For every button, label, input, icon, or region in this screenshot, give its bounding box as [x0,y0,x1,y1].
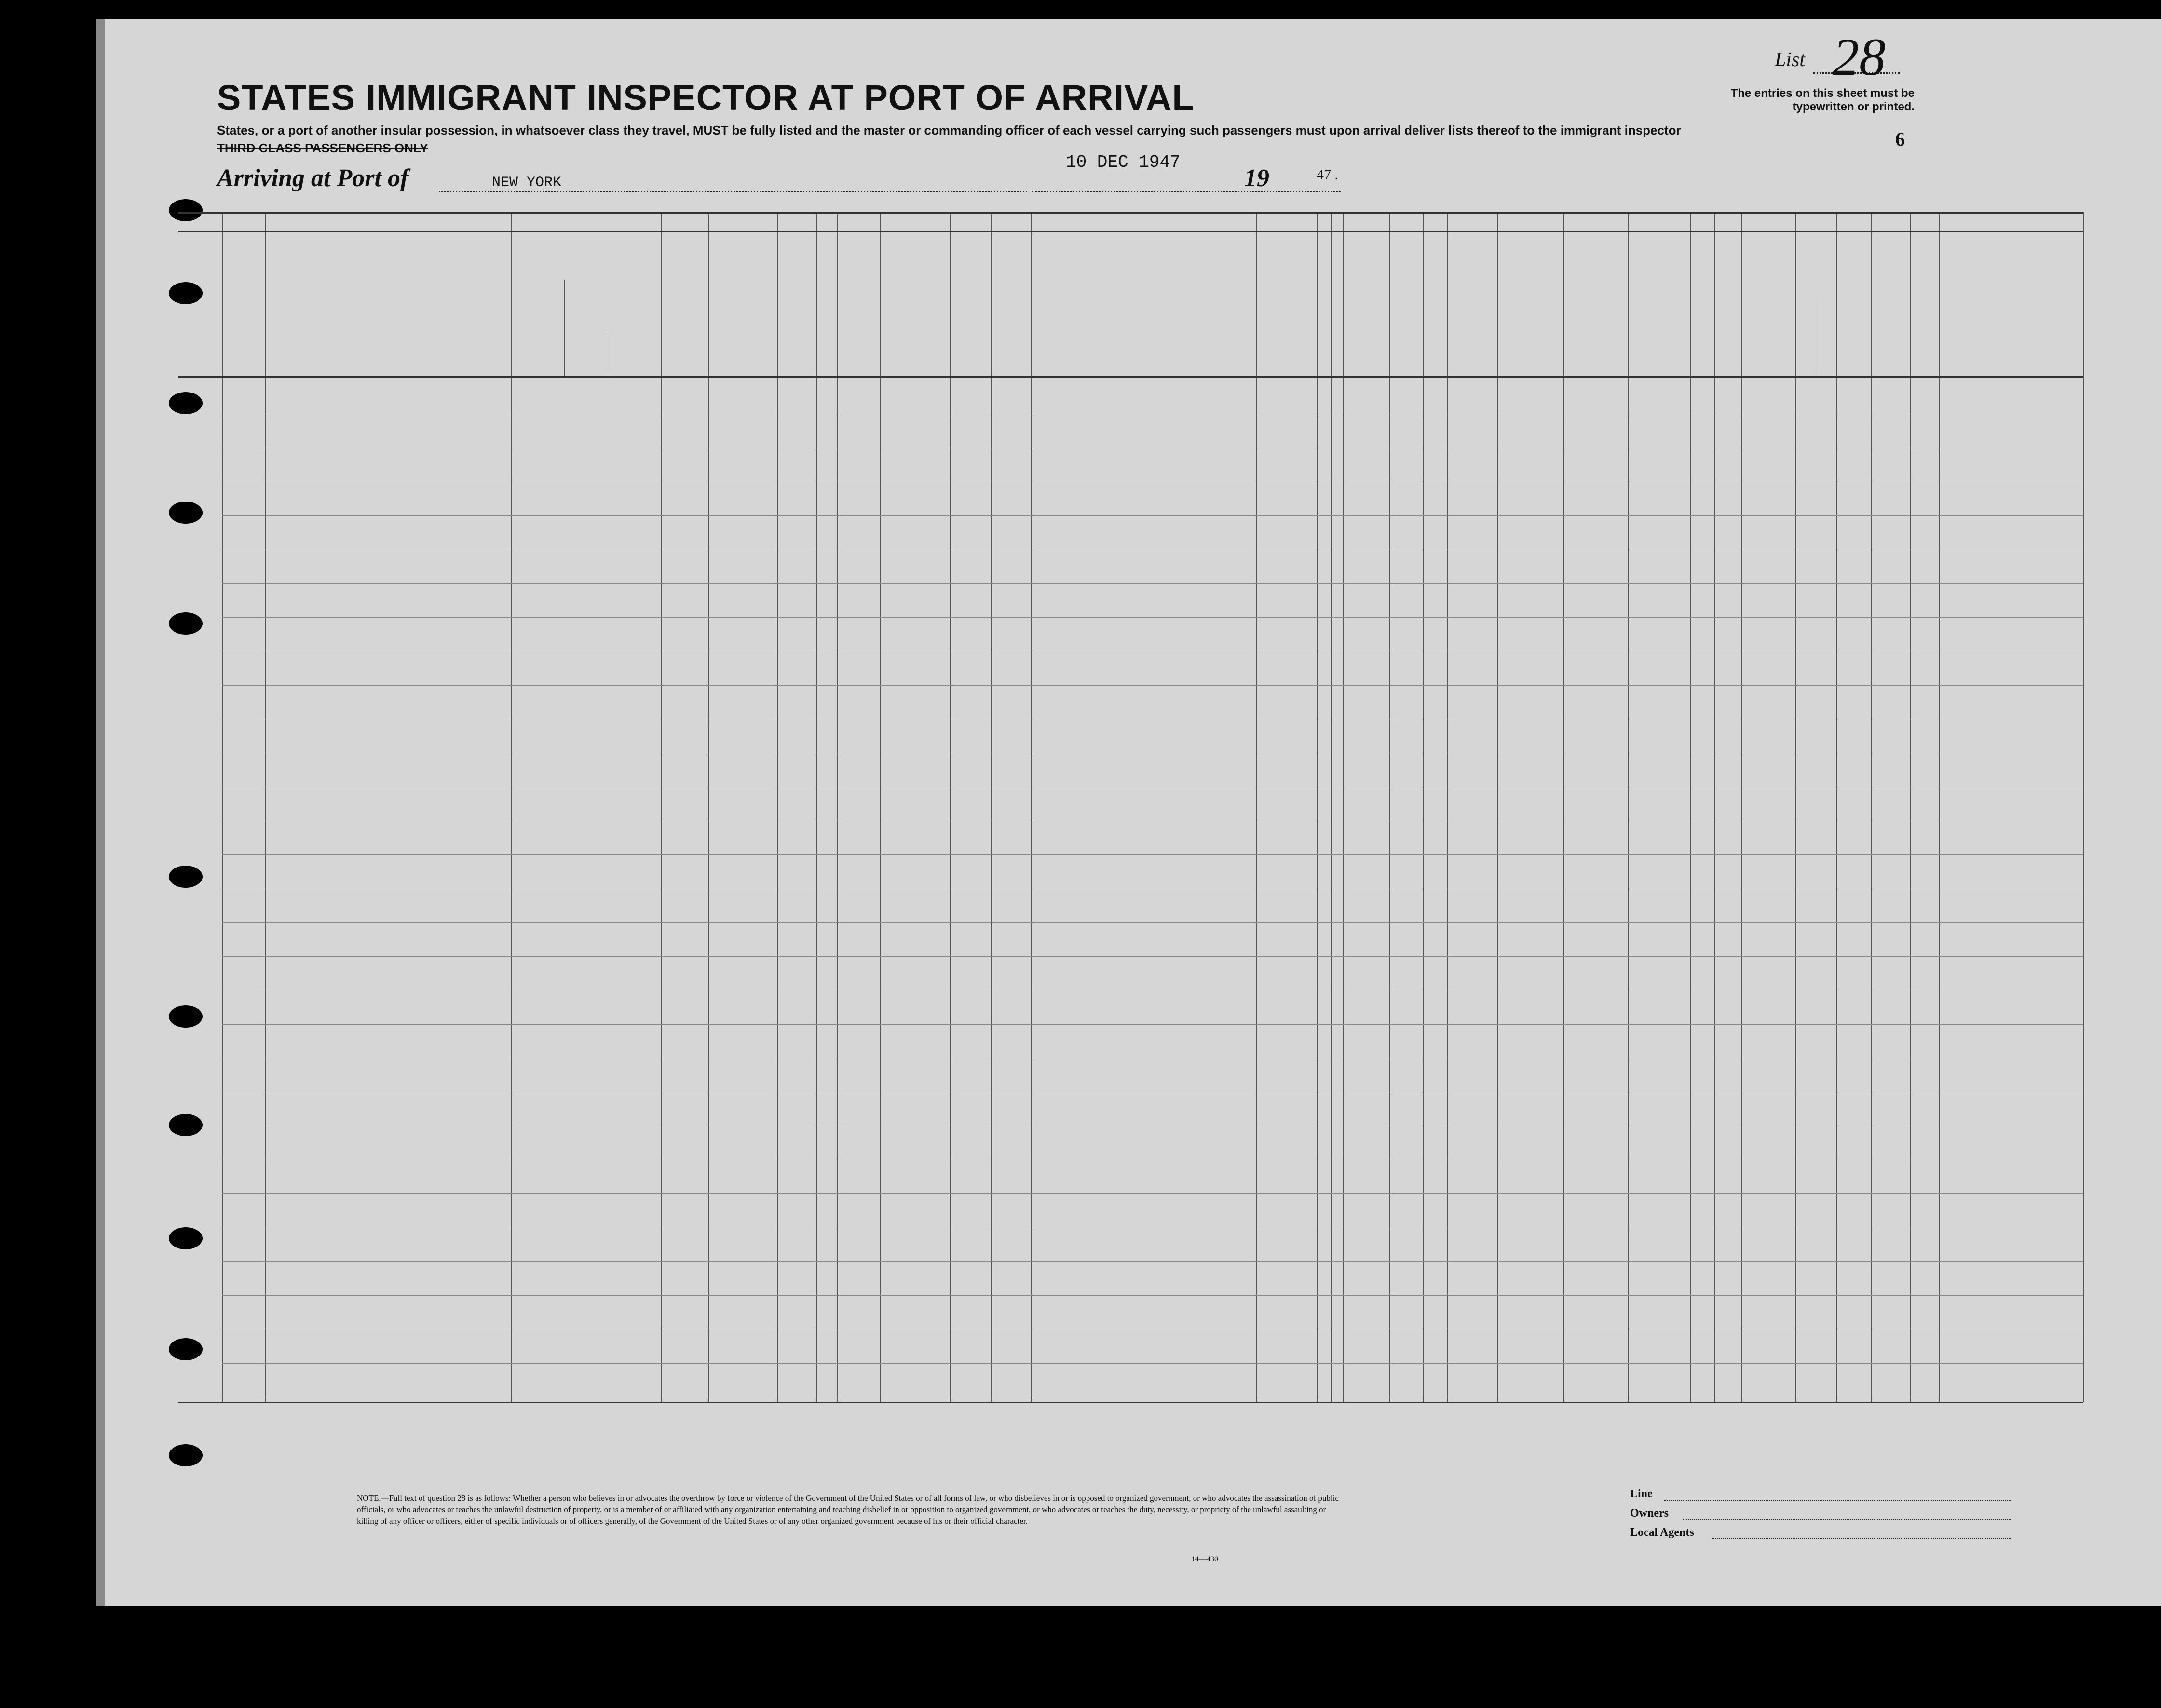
header-c29 [1577,241,1616,371]
binder-hole [169,1005,203,1028]
row-rule [222,685,2083,686]
column-rule [1447,212,1448,1402]
list-number: 28 [1833,27,1886,86]
column-rule [1343,212,1344,1402]
column-rule [1331,212,1332,1402]
header-c20_title [711,287,774,321]
year-value: 47 . [1317,167,1338,183]
column-rule [1423,212,1424,1402]
column-rule [1256,212,1257,1402]
header-c22_date [950,323,991,362]
list-label: List [1775,49,1806,71]
port-field-line [439,191,1027,192]
row-rule [222,1193,2083,1194]
column-rule [1317,212,1318,1402]
page-subtitle: States, or a port of another insular possession, in whatsoever class they travel, MUST be fully listed and the master or commanding officer of each vessel carrying such passengers must upon arrival deliver lists thereof to the immigrant inspector [217,123,1681,137]
row-rule [222,583,2083,584]
header-c18_foreign [514,304,559,366]
header-c22_ifyes [878,287,984,298]
binder-hole [169,1338,203,1360]
line-label: Line [1630,1488,1653,1500]
column-rule [1031,212,1032,1402]
header-c27a [1449,241,1471,371]
header-c30 [1630,241,1649,371]
header-c20_sub [711,323,774,376]
row-rule [222,1295,2083,1296]
header-c36_eyes [1910,340,1939,354]
column-rule [880,212,881,1402]
column-rule [1939,212,1940,1402]
header-c34_inches [1821,309,1835,366]
column-rule [1714,212,1715,1402]
row-rule [222,515,2083,516]
page-title: STATES IMMIGRANT INSPECTOR AT PORT OF ARRIVAL [217,78,1195,118]
header-c37 [1940,299,2083,318]
local-agents-label: Local Agents [1630,1526,1694,1539]
column-rule [1690,212,1691,1402]
header-c22_title [815,251,984,274]
form-number: 14—430 [1191,1555,1218,1563]
binder-hole [169,1114,203,1136]
column-rule [816,212,817,1402]
header-c34_feet [1801,309,1816,366]
header-number-rule [178,231,2083,232]
binder-hole [169,282,203,304]
header-c24_title [1259,251,1379,274]
port-value: NEW YORK [492,175,562,191]
row-rule [222,1363,2083,1364]
binder-hole [169,1444,203,1466]
row-rule [222,922,2083,923]
binder-hole [169,502,203,524]
binder-hole [169,612,203,635]
header-c18_sub [516,268,656,277]
header-c36_hair [1871,340,1910,354]
row-rule [222,956,2083,957]
header-c22_year [838,323,879,357]
header-c17 [270,297,506,364]
column-rule [2083,212,2084,1402]
header-c32 [1690,289,1743,338]
line-field [1664,1500,2011,1501]
header-c22_where [880,338,945,352]
row-rule [222,1024,2083,1025]
owners-label: Owners [1630,1507,1669,1519]
header-c23 [993,294,1220,347]
row-rule [222,1261,2083,1262]
column-rule [1497,212,1498,1402]
header-c26 [1425,241,1444,371]
header-c27b [1473,241,1495,371]
page-number: 6 [1895,128,1905,150]
date-field-line [1032,191,1341,192]
header-bottom-rule [178,376,2083,378]
column-rule [511,212,512,1402]
local-agents-field [1712,1538,2011,1539]
header-c28 [1519,241,1558,371]
column-rule [1871,212,1872,1402]
binder-hole [169,866,203,888]
column-rule [708,212,709,1402]
header-c22_yesno [817,318,836,347]
header-c18_city [608,338,661,352]
header-c19 [668,241,702,371]
binder-hole [169,199,203,221]
header-c34 [1796,280,1837,294]
column-rule [1628,212,1629,1402]
struck-class-label: THIRD CLASS PASSENGERS ONLY [217,141,428,155]
column-rule [1389,212,1390,1402]
manifest-sheet [96,19,2161,1606]
column-rule [777,212,778,1402]
footer-note: NOTE.—Full text of question 28 is as follows: Whether a person who believes in or advocates the overthrow by force or violence of the Government of the United States or of all forms of law, or who disbelieves in or is opposed to organized government, or who advocates the assassination of public officials, or who advocates or teaches the unlawful destruction of property, or is a member of or affiliated with any organization entertaining and teaching disbelief in or opposition to organized government, or who advocates or teaches the duty, necessity, or propriety of the unlawful assaulting or killing of any officer or officers, either of specific individuals or of officers generally, of the Government of the United States or of any other organized government because of his or their official character. [357,1493,1339,1526]
header-c35 [1836,304,1871,338]
binder-hole [169,392,203,414]
entries-note: The entries on this sheet must be typewritten or printed. [1730,87,1915,113]
header-c24_a [1324,277,1353,371]
table-bottom-rule [178,1402,2083,1403]
header-c31 [1652,241,1671,371]
column-rule [991,212,992,1402]
header-c25 [1394,241,1420,371]
column-rule [1836,212,1837,1402]
column-rule [222,212,223,1402]
header-c21 [781,241,810,371]
header-c33 [1746,289,1799,347]
row-rule [222,617,2083,618]
binder-hole [169,1227,203,1249]
owners-field [1683,1519,2011,1520]
row-rule [222,854,2083,855]
arrival-date-stamp: 10 DEC 1947 [1066,152,1181,172]
arriving-label: Arriving at Port of [217,164,409,192]
header-c24_b [1360,277,1386,371]
column-rule [950,212,951,1402]
header-c22_sub [815,275,984,285]
header-c18_usa [564,289,658,313]
column-rule [1795,212,1796,1402]
column-rule [1910,212,1911,1402]
year-label: 19 [1244,164,1269,192]
header-c36 [1871,280,1939,294]
column-rule [1563,212,1564,1402]
column-rule [1741,212,1742,1402]
column-rule [265,212,266,1402]
header-c16 [223,289,264,347]
header-c18_state [564,338,610,352]
column-rule [837,212,838,1402]
header-top-rule [178,212,2083,214]
header-c18_title [516,253,656,265]
column-rule [661,212,662,1402]
